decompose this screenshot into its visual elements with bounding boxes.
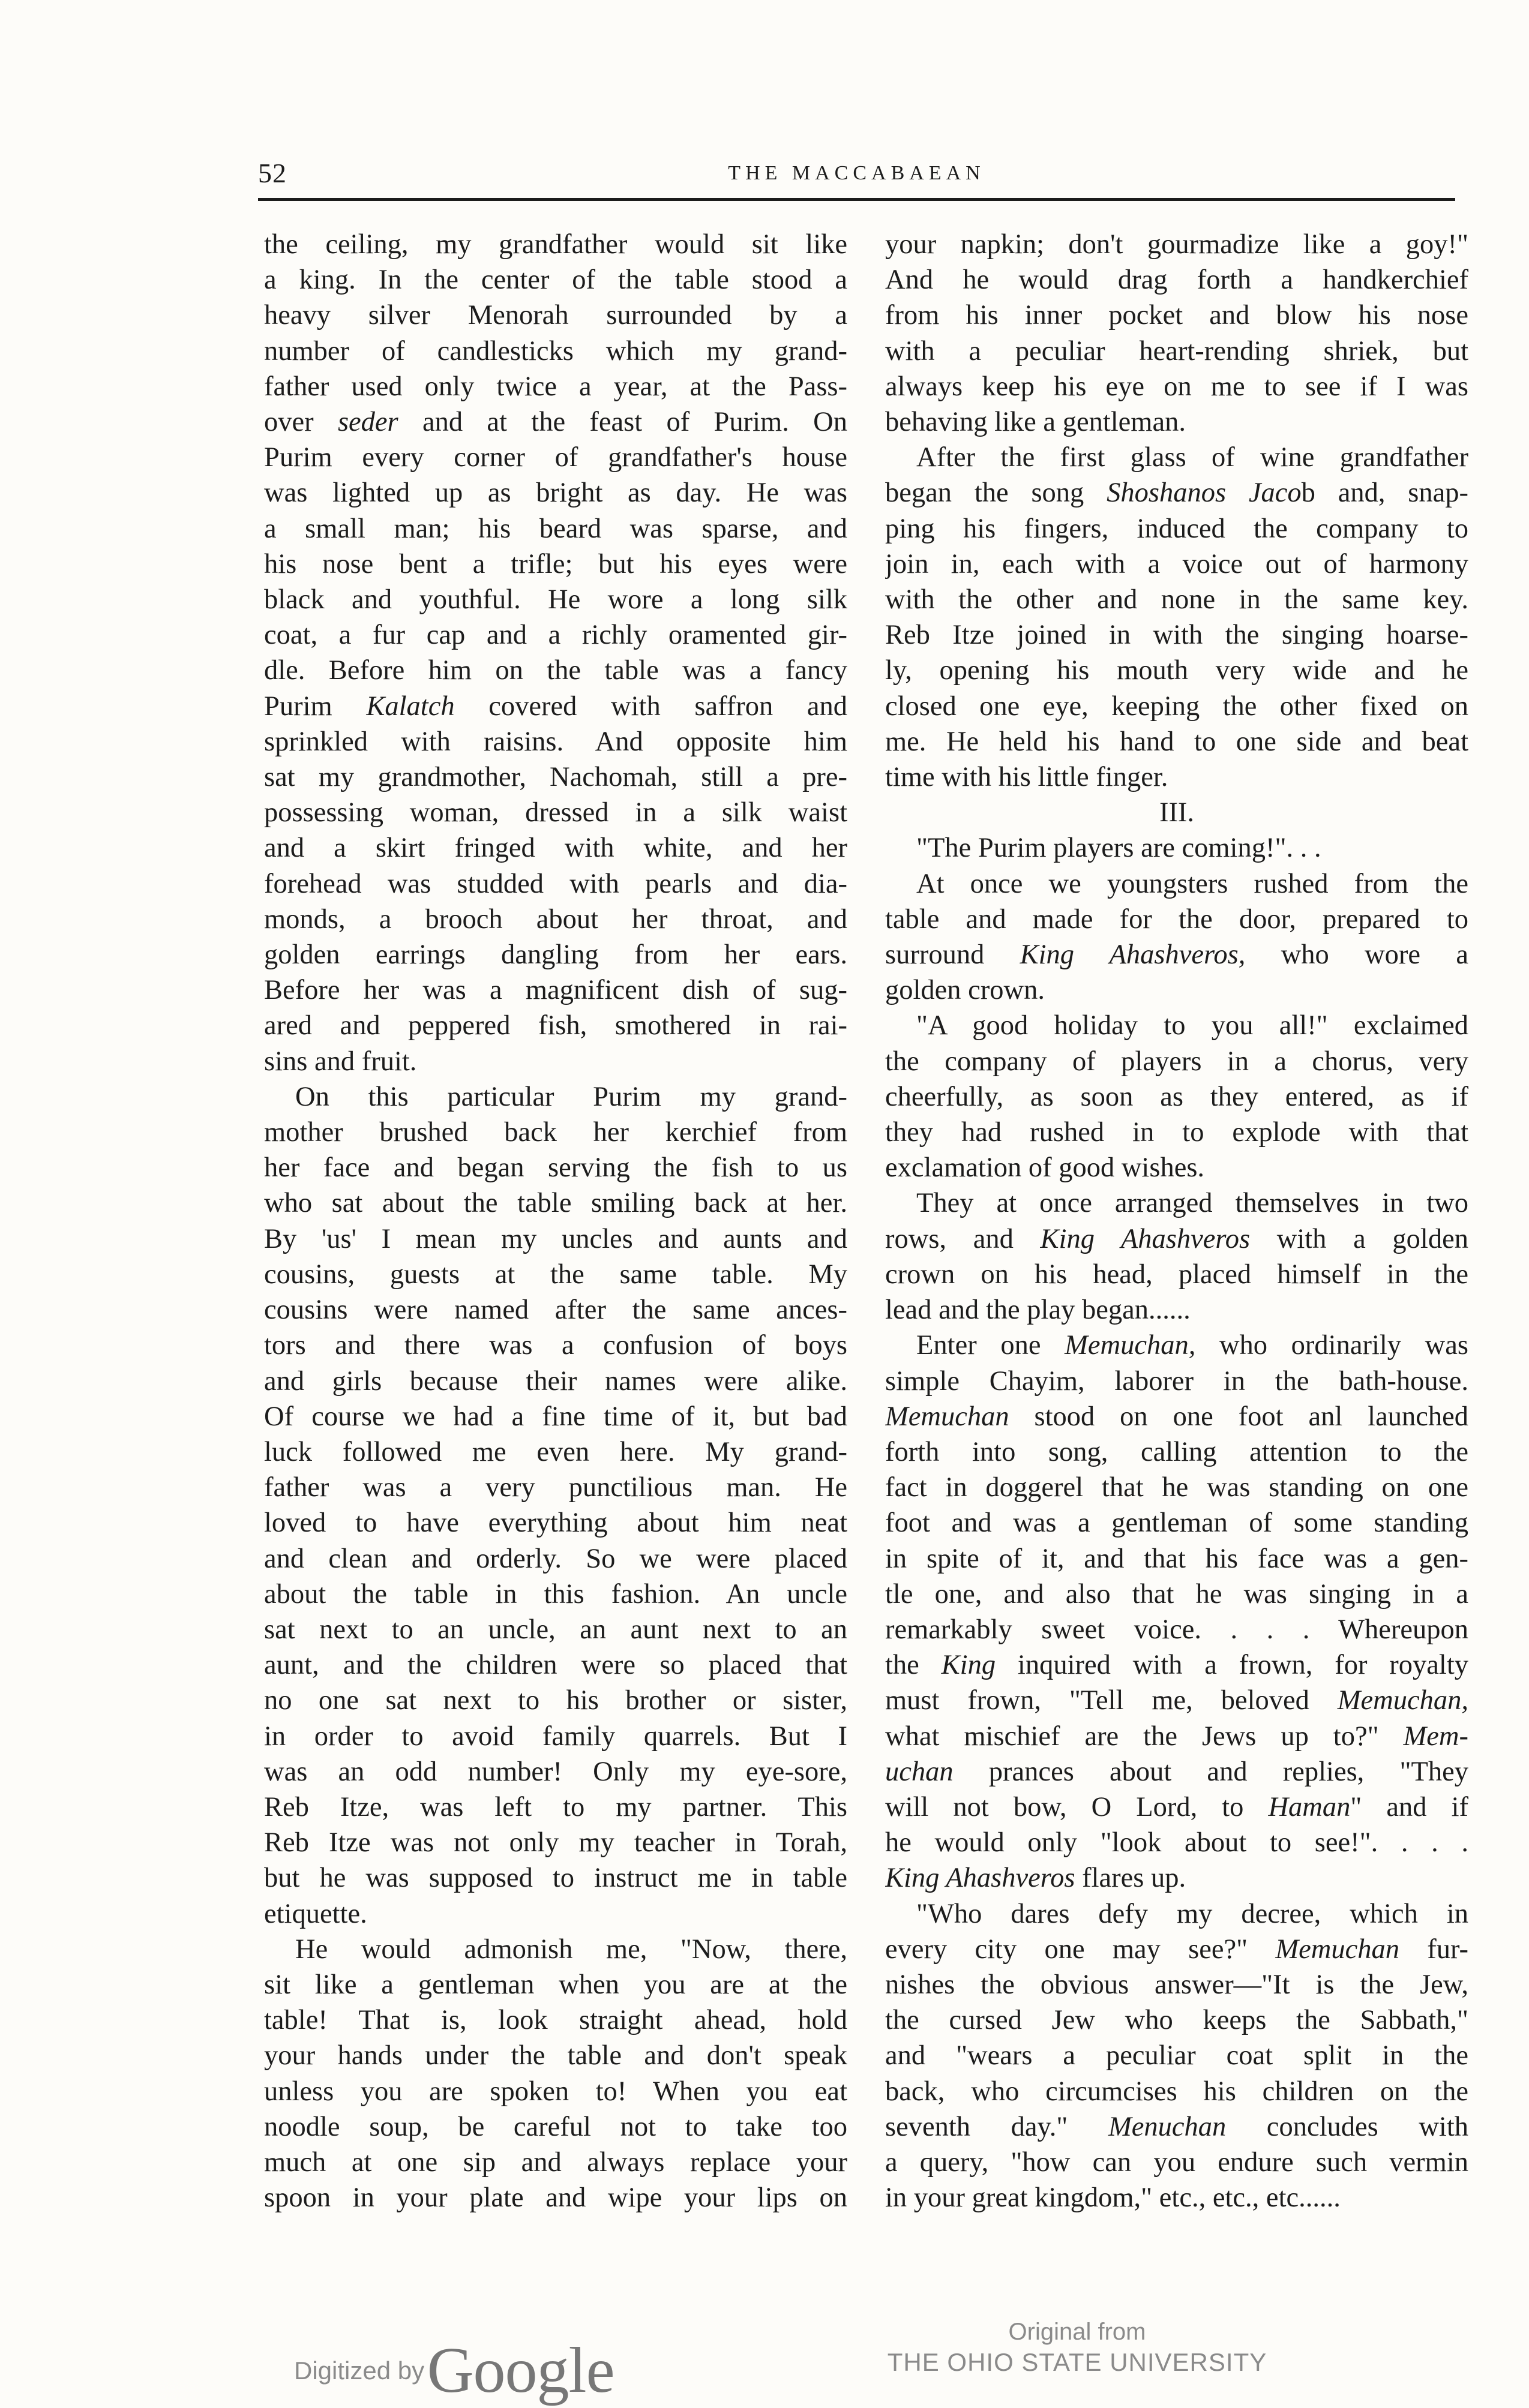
text-line: was an odd number! Only my eye-sore, (264, 1756, 847, 1787)
text-line: foot and was a gentleman of some standing (885, 1508, 1468, 1539)
text-line: forth into song, calling attention to the (885, 1436, 1468, 1467)
text-line: but he was supposed to instruct me in table (264, 1863, 847, 1894)
text-line: the cursed Jew who keeps the Sabbath," (885, 2005, 1468, 2036)
text-line: his nose bent a trifle; but his eyes were (264, 548, 847, 580)
text-line: spoon in your plate and wipe your lips on (264, 2182, 847, 2214)
text-line: coat, a fur cap and a richly oramented gir- (264, 620, 847, 651)
text-line: in your great kingdom," etc., etc., etc...... (885, 2182, 1341, 2214)
text-line: in order to avoid family quarrels. But I (264, 1721, 847, 1752)
text-line: crown on his head, placed himself in the (885, 1259, 1468, 1290)
text-line: fact in doggerel that he was standing on one (885, 1472, 1468, 1503)
text-line: cousins were named after the same ances- (264, 1295, 847, 1326)
text-line: time with his little finger. (885, 762, 1168, 793)
text-line: closed one eye, keeping the other fixed on (885, 690, 1468, 722)
text-line: aunt, and the children were so placed that (264, 1650, 847, 1681)
text-line: uchan prances about and replies, "They (885, 1756, 1468, 1787)
text-line: every city one may see?" Memuchan fur- (885, 1933, 1468, 1965)
text-line: simple Chayim, laborer in the bath-house. (885, 1365, 1468, 1397)
text-line: and girls because their names were alike. (264, 1365, 847, 1397)
text-line: back, who circumcises his children on the (885, 2076, 1468, 2107)
text-line: the King inquired with a frown, for royalty (885, 1650, 1468, 1681)
google-logo: Google (427, 2335, 614, 2406)
page-header (258, 157, 1455, 199)
text-line: tors and there was a confusion of boys (264, 1330, 847, 1361)
text-line: Reb Itze was not only my teacher in Torah, (264, 1827, 847, 1858)
text-line: her face and began serving the fish to us (264, 1152, 847, 1184)
text-line: sprinkled with raisins. And opposite him (264, 726, 847, 757)
text-line: me. He held his hand to one side and beat (885, 726, 1468, 757)
text-line: Enter one Memuchan, who ordinarily was (916, 1330, 1468, 1361)
digitized-label: Digitized by (294, 2356, 425, 2385)
text-line: and clean and orderly. So we were placed (264, 1543, 847, 1574)
text-line: Reb Itze joined in with the singing hoarse- (885, 620, 1468, 651)
text-line: lead and the play began...... (885, 1295, 1191, 1326)
text-line: table! That is, look straight ahead, hold (264, 2005, 847, 2036)
original-from-label: Original from (1008, 2319, 1146, 2345)
text-line: unless you are spoken to! When you eat (264, 2076, 847, 2107)
text-line: your hands under the table and don't speak (264, 2040, 847, 2071)
header-rule (258, 198, 1455, 201)
text-line: Memuchan stood on one foot anl launched (885, 1401, 1468, 1432)
text-line: they had rushed in to explode with that (885, 1117, 1468, 1148)
text-line: After the first glass of wine grandfather (916, 442, 1468, 473)
text-line: ly, opening his mouth very wide and he (885, 655, 1468, 686)
text-line: They at once arranged themselves in two (916, 1188, 1468, 1219)
text-line: loved to have everything about him neat (264, 1508, 847, 1539)
text-line: cousins, guests at the same table. My (264, 1259, 847, 1290)
text-line: exclamation of good wishes. (885, 1152, 1205, 1184)
text-line: he would only "look about to see!". . . . (885, 1827, 1468, 1858)
text-line: Reb Itze, was left to my partner. This (264, 1791, 847, 1822)
text-line: remarkably sweet voice. . . . Whereupon (885, 1614, 1468, 1645)
text-line: noodle soup, be careful not to take too (264, 2111, 847, 2142)
text-line: sins and fruit. (264, 1046, 417, 1077)
text-line: sit like a gentleman when you are at the (264, 1969, 847, 2000)
text-line: luck followed me even here. My grand- (264, 1436, 847, 1467)
text-line: with a peculiar heart-rending shriek, but (885, 335, 1468, 367)
text-line: At once we youngsters rushed from the (916, 868, 1468, 899)
text-line: will not bow, O Lord, to Haman" and if (885, 1791, 1468, 1822)
text-line: about the table in this fashion. An uncle (264, 1578, 847, 1610)
text-line: Of course we had a fine time of it, but bad (264, 1401, 847, 1432)
text-line: By 'us' I mean my uncles and aunts and (264, 1223, 847, 1254)
text-line: who sat about the table smiling back at her. (264, 1188, 847, 1219)
text-line: He would admonish me, "Now, there, (295, 1933, 847, 1965)
text-line: the ceiling, my grandfather would sit like (264, 229, 847, 260)
text-line: what mischief are the Jews up to?" Mem- (885, 1721, 1468, 1752)
text-line: "A good holiday to you all!" exclaimed (916, 1010, 1468, 1041)
page-number: 52 (258, 158, 287, 188)
text-line: rows, and King Ahashveros with a golden (885, 1223, 1468, 1254)
text-line: surround King Ahashveros, who wore a (885, 939, 1468, 971)
text-line: nishes the obvious answer—"It is the Jew, (885, 1969, 1468, 2000)
text-line: join in, each with a voice out of harmony (885, 548, 1468, 580)
text-line: the company of players in a chorus, very (885, 1046, 1468, 1077)
text-line: seventh day." Menuchan concludes with (885, 2111, 1468, 2142)
text-line: Purim every corner of grandfather's house (264, 442, 847, 473)
text-line: King Ahashveros flares up. (885, 1863, 1186, 1894)
running-title: THE MACCABAEAN (728, 162, 985, 184)
text-line: number of candlesticks which my grand- (264, 335, 847, 367)
text-line: mother brushed back her kerchief from (264, 1117, 847, 1148)
text-line: tle one, and also that he was singing in a (885, 1578, 1468, 1610)
text-line: always keep his eye on me to see if I was (885, 371, 1468, 402)
text-line: father used only twice a year, at the Pass- (264, 371, 847, 402)
text-line: in spite of it, and that his face was a gen- (885, 1543, 1468, 1574)
text-line: And he would drag forth a handkerchief (885, 265, 1468, 296)
text-line: no one sat next to his brother or sister, (264, 1685, 847, 1716)
text-line: Before her was a magnificent dish of sug- (264, 975, 847, 1006)
text-line: etiquette. (264, 1898, 367, 1929)
text-line: a small man; his beard was sparse, and (264, 513, 847, 544)
text-line: behaving like a gentleman. (885, 407, 1186, 438)
text-line: Purim Kalatch covered with saffron and (264, 690, 847, 722)
text-line: "Who dares defy my decree, which in (916, 1898, 1468, 1929)
text-line: began the song Shoshanos Jacob and, snap- (885, 478, 1468, 509)
text-line: heavy silver Menorah surrounded by a (264, 300, 847, 331)
right-column (885, 227, 1468, 2215)
text-line: possessing woman, dressed in a silk waist (264, 797, 847, 828)
text-line: over seder and at the feast of Purim. On (264, 407, 847, 438)
text-line: ared and peppered fish, smothered in rai- (264, 1010, 847, 1041)
text-line: your napkin; don't gourmadize like a goy!" (885, 229, 1468, 260)
text-line: III. (1159, 797, 1195, 828)
text-line: golden earrings dangling from her ears. (264, 939, 847, 971)
digitized-by-watermark (294, 2334, 614, 2408)
text-line: sat my grandmother, Nachomah, still a pre- (264, 762, 847, 793)
text-line: monds, a brooch about her throat, and (264, 903, 847, 935)
text-line: dle. Before him on the table was a fancy (264, 655, 847, 686)
text-line: black and youthful. He wore a long silk (264, 584, 847, 615)
text-line: table and made for the door, prepared to (885, 903, 1468, 935)
text-line: much at one sip and always replace your (264, 2146, 847, 2178)
text-line: ping his fingers, induced the company to (885, 513, 1468, 544)
text-line: and a skirt fringed with white, and her (264, 833, 847, 864)
text-line: father was a very punctilious man. He (264, 1472, 847, 1503)
text-line: sat next to an uncle, an aunt next to an (264, 1614, 847, 1645)
text-line: a king. In the center of the table stood a (264, 265, 847, 296)
left-column (264, 227, 847, 2215)
original-from-watermark (882, 2317, 1272, 2378)
text-line: with the other and none in the same key. (885, 584, 1468, 615)
text-line: from his inner pocket and blow his nose (885, 300, 1468, 331)
text-line: forehead was studded with pearls and dia- (264, 868, 847, 899)
text-line: was lighted up as bright as day. He was (264, 478, 847, 509)
text-line: cheerfully, as soon as they entered, as if (885, 1081, 1468, 1112)
text-line: a query, "how can you endure such vermin (885, 2146, 1468, 2178)
text-line: must frown, "Tell me, beloved Memuchan, (885, 1685, 1468, 1716)
text-line: and "wears a peculiar coat split in the (885, 2040, 1468, 2071)
text-line: "The Purim players are coming!". . . (916, 833, 1321, 864)
text-line: On this particular Purim my grand- (295, 1081, 847, 1112)
text-line: golden crown. (885, 975, 1045, 1006)
institution-name: THE OHIO STATE UNIVERSITY (887, 2348, 1267, 2376)
